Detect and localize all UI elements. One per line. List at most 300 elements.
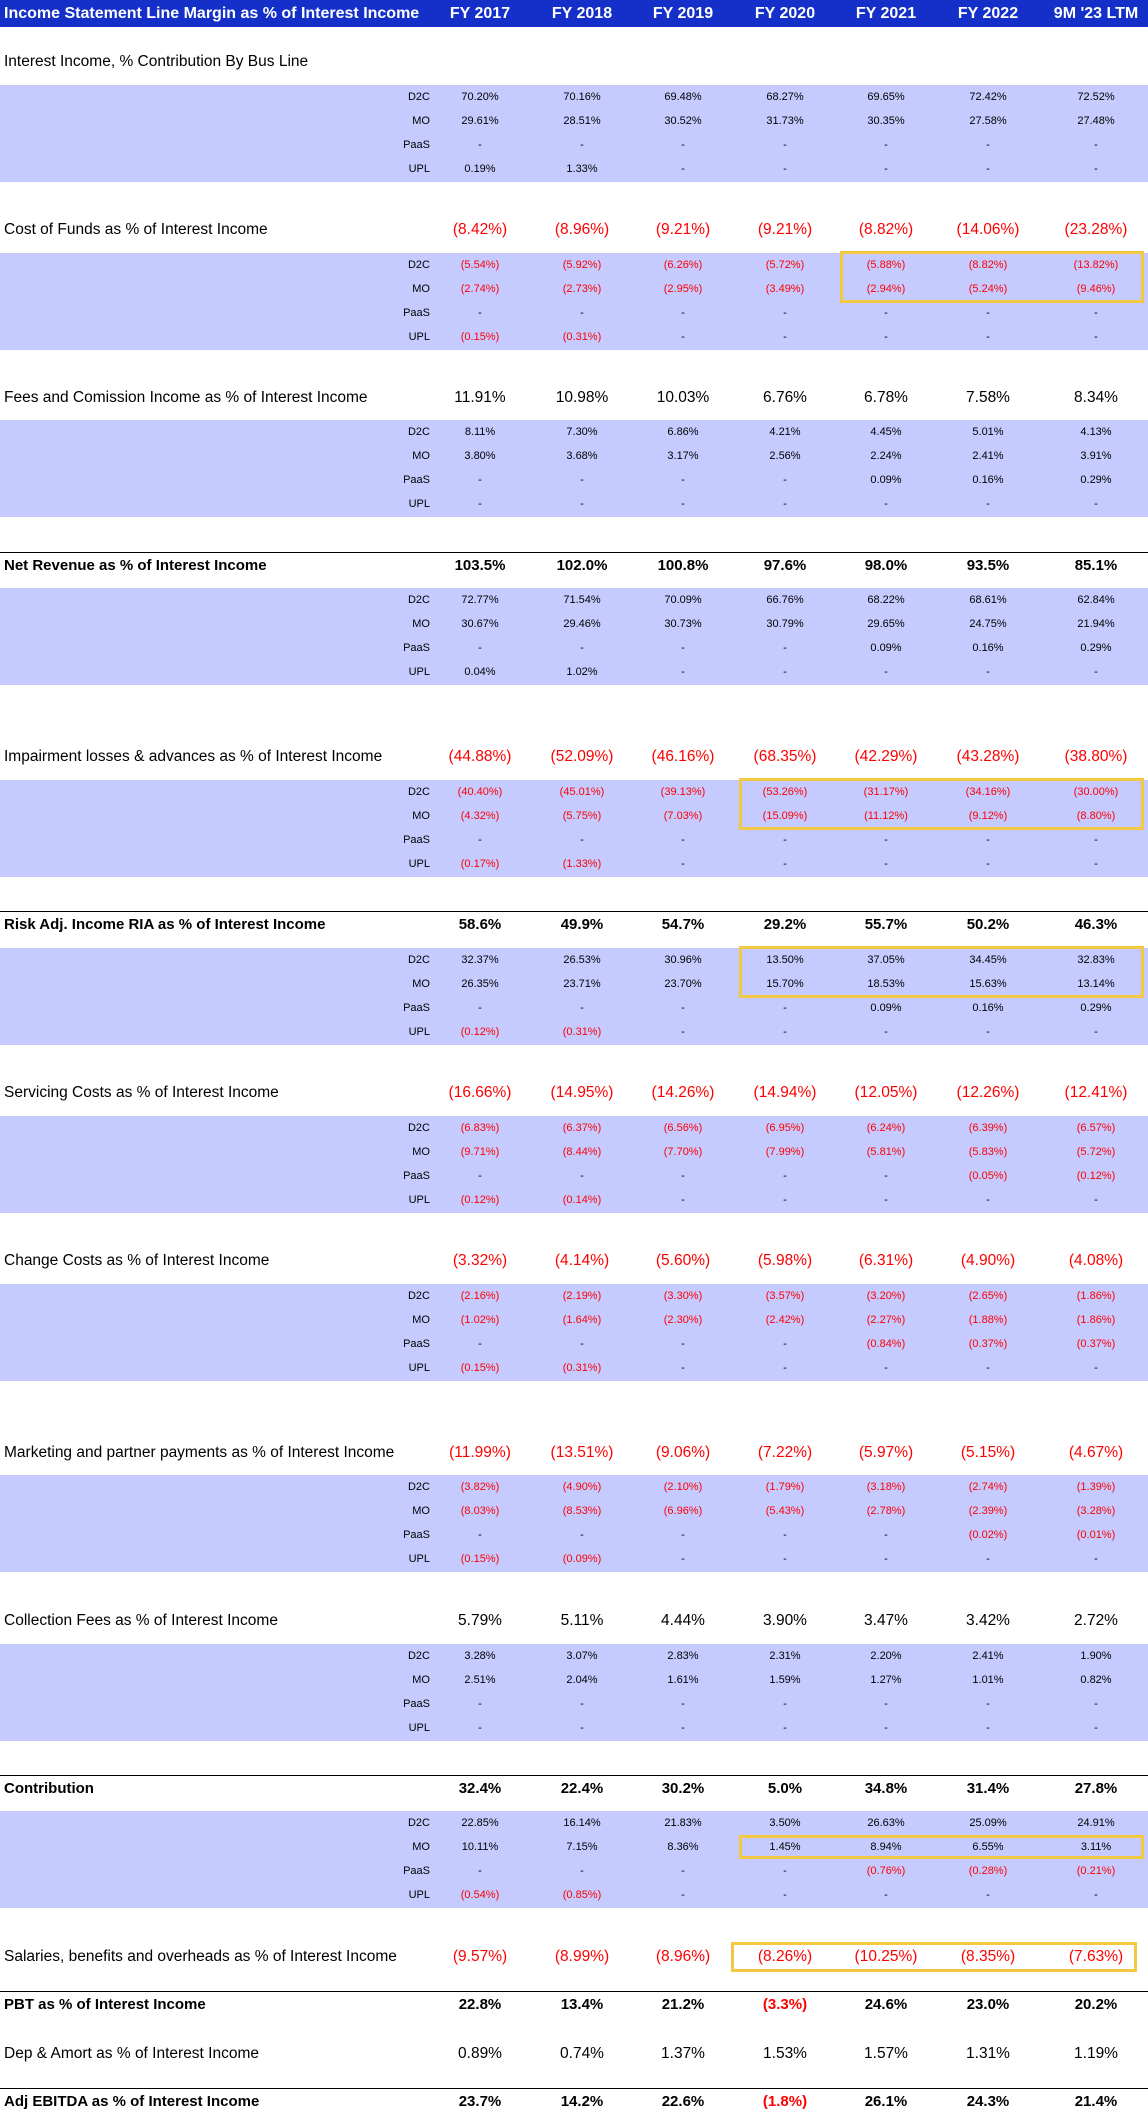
segment-value: 0.29% — [1080, 474, 1112, 486]
segment-label: PaaS — [403, 1698, 430, 1710]
line-item-value: 21.4% — [1074, 2093, 1118, 2110]
segment-value: (31.17%) — [863, 786, 909, 798]
segment-value: (5.81%) — [866, 1146, 906, 1158]
segment-value: 8.36% — [667, 1841, 699, 1853]
segment-value: - — [681, 498, 685, 510]
segment-value: - — [884, 1698, 888, 1710]
segment-value: (1.39%) — [1076, 1481, 1116, 1493]
line-item-value: 14.2% — [560, 2093, 604, 2110]
segment-value: 8.11% — [464, 426, 496, 438]
line-item-label: Fees and Comission Income as % of Interest Income — [4, 389, 368, 406]
line-item-value: (16.66%) — [448, 1084, 512, 1101]
segment-value: (3.57%) — [765, 1290, 805, 1302]
column-header: 9M '23 LTM — [1053, 5, 1139, 22]
segment-value: 62.84% — [1077, 594, 1115, 606]
segment-value: (2.78%) — [866, 1505, 906, 1517]
highlight-box — [840, 251, 1144, 303]
segment-value: 1.90% — [1080, 1650, 1112, 1662]
segment-value: - — [783, 1026, 787, 1038]
line-item-value: 93.5% — [966, 557, 1010, 574]
segment-value: 21.83% — [664, 1817, 702, 1829]
line-item-label: Net Revenue as % of Interest Income — [4, 557, 267, 574]
segment-value: 1.45% — [769, 1841, 801, 1853]
segment-label: D2C — [407, 786, 430, 798]
segment-value: (2.10%) — [663, 1481, 703, 1493]
segment-value: - — [681, 474, 685, 486]
segment-value: - — [783, 1889, 787, 1901]
segment-value: 68.61% — [969, 594, 1007, 606]
segment-value: 23.71% — [563, 978, 601, 990]
segment-value: - — [681, 163, 685, 175]
segment-value: - — [986, 1362, 990, 1374]
line-item-value: 1.37% — [661, 2045, 705, 2062]
line-item-value: (12.41%) — [1064, 1084, 1128, 1101]
segment-row — [0, 660, 1148, 684]
segment-value: 3.07% — [566, 1650, 598, 1662]
line-item-label: Marketing and partner payments as % of Interest Income — [4, 1444, 395, 1461]
segment-value: (0.17%) — [460, 858, 500, 870]
line-item-value: 1.57% — [864, 2045, 908, 2062]
segment-value: (0.85%) — [562, 1889, 602, 1901]
segment-label: MO — [412, 115, 430, 127]
row-divider — [0, 1991, 1148, 1992]
line-item-label: Collection Fees as % of Interest Income — [4, 1612, 278, 1629]
segment-value: 21.94% — [1077, 618, 1115, 630]
segment-value: 23.70% — [664, 978, 702, 990]
highlight-box — [739, 946, 1144, 998]
segment-value: - — [580, 1865, 584, 1877]
segment-value: - — [783, 1698, 787, 1710]
line-item-value: 1.31% — [966, 2045, 1010, 2062]
segment-label: PaaS — [403, 474, 430, 486]
segment-row — [0, 325, 1148, 349]
segment-value: 7.30% — [566, 426, 598, 438]
segment-value: (5.92%) — [562, 259, 602, 271]
segment-row — [0, 1499, 1148, 1523]
segment-value: 37.05% — [867, 954, 905, 966]
segment-value: - — [681, 1865, 685, 1877]
segment-label: D2C — [407, 426, 430, 438]
segment-value: 26.35% — [461, 978, 499, 990]
segment-value: (3.82%) — [460, 1481, 500, 1493]
segment-value: 0.09% — [870, 1002, 902, 1014]
line-item-value: (14.95%) — [550, 1084, 614, 1101]
segment-row — [0, 1668, 1148, 1692]
segment-value: (8.80%) — [1076, 810, 1116, 822]
line-item-value: 31.4% — [966, 1780, 1010, 1797]
segment-value: 22.85% — [461, 1817, 499, 1829]
segment-value: 2.41% — [972, 450, 1004, 462]
segment-label: MO — [412, 1505, 430, 1517]
line-item-value: 22.8% — [458, 1996, 502, 2013]
segment-label: PaaS — [403, 1529, 430, 1541]
segment-value: - — [986, 307, 990, 319]
segment-value: (6.24%) — [866, 1122, 906, 1134]
line-item-value: 0.89% — [458, 2045, 502, 2062]
segment-value: 28.51% — [563, 115, 601, 127]
segment-value: - — [478, 1338, 482, 1350]
line-item-value: (4.67%) — [1068, 1444, 1124, 1461]
segment-value: (3.28%) — [1076, 1505, 1116, 1517]
segment-value: (2.27%) — [866, 1314, 906, 1326]
segment-label: MO — [412, 1674, 430, 1686]
segment-label: UPL — [408, 163, 430, 175]
segment-value: - — [783, 1529, 787, 1541]
segment-label: MO — [412, 1314, 430, 1326]
segment-value: (8.53%) — [562, 1505, 602, 1517]
segment-value: - — [681, 1362, 685, 1374]
line-item-value: (8.42%) — [452, 221, 508, 238]
line-item-value: (8.26%) — [757, 1948, 813, 1965]
line-item-value: (4.08%) — [1068, 1252, 1124, 1269]
segment-value: - — [986, 1026, 990, 1038]
segment-value: (0.15%) — [460, 1362, 500, 1374]
line-item-row — [0, 1250, 1148, 1272]
segment-value: 7.15% — [566, 1841, 598, 1853]
segment-value: (2.73%) — [562, 283, 602, 295]
segment-value: 0.09% — [870, 474, 902, 486]
segment-value: 26.63% — [867, 1817, 905, 1829]
segment-value: - — [681, 1529, 685, 1541]
line-item-value: (43.28%) — [956, 748, 1020, 765]
segment-value: (0.28%) — [968, 1865, 1008, 1877]
segment-value: 69.65% — [867, 91, 905, 103]
segment-value: - — [783, 139, 787, 151]
segment-value: - — [1094, 331, 1098, 343]
line-item-label: Risk Adj. Income RIA as % of Interest Income — [4, 916, 326, 933]
column-header: FY 2017 — [449, 5, 511, 22]
segment-label: D2C — [407, 594, 430, 606]
line-item-row — [0, 914, 1148, 936]
segment-value: 24.91% — [1077, 1817, 1115, 1829]
segment-value: (2.74%) — [968, 1481, 1008, 1493]
segment-value: 66.76% — [766, 594, 804, 606]
segment-value: - — [478, 474, 482, 486]
segment-value: - — [783, 1338, 787, 1350]
segment-label: D2C — [407, 1650, 430, 1662]
segment-value: 29.61% — [461, 115, 499, 127]
table-header — [0, 0, 1148, 27]
segment-value: - — [884, 858, 888, 870]
segment-value: (13.82%) — [1073, 259, 1119, 271]
segment-row — [0, 1692, 1148, 1716]
segment-value: - — [884, 163, 888, 175]
line-item-row — [0, 2043, 1148, 2065]
segment-value: (8.82%) — [968, 259, 1008, 271]
segment-value: - — [884, 1722, 888, 1734]
segment-value: - — [1094, 666, 1098, 678]
line-item-label: Impairment losses & advances as % of Interest Income — [4, 748, 383, 765]
line-item-row — [0, 1082, 1148, 1104]
segment-value: (0.15%) — [460, 1553, 500, 1565]
segment-value: (0.31%) — [562, 1026, 602, 1038]
segment-row — [0, 1308, 1148, 1332]
segment-value: - — [884, 139, 888, 151]
segment-value: - — [884, 498, 888, 510]
segment-value: 70.16% — [563, 91, 601, 103]
segment-value: - — [986, 1553, 990, 1565]
segment-value: - — [681, 307, 685, 319]
line-item-label: Contribution — [4, 1780, 94, 1797]
segment-value: (2.19%) — [562, 1290, 602, 1302]
segment-label: PaaS — [403, 307, 430, 319]
segment-value: - — [986, 1722, 990, 1734]
segment-value: - — [884, 1194, 888, 1206]
segment-label: MO — [412, 1841, 430, 1853]
segment-value: - — [1094, 1698, 1098, 1710]
segment-value: 15.63% — [969, 978, 1007, 990]
line-item-label: Adj EBITDA as % of Interest Income — [4, 2093, 260, 2110]
segment-label: MO — [412, 450, 430, 462]
segment-value: (0.54%) — [460, 1889, 500, 1901]
segment-value: (5.88%) — [866, 259, 906, 271]
segment-value: (0.14%) — [562, 1194, 602, 1206]
highlight-box — [739, 1835, 1144, 1859]
segment-row — [0, 1140, 1148, 1164]
segment-value: 2.51% — [464, 1674, 496, 1686]
line-item-value: 34.8% — [864, 1780, 908, 1797]
line-item-value: 23.7% — [458, 2093, 502, 2110]
line-item-value: (14.94%) — [753, 1084, 817, 1101]
segment-value: 13.50% — [766, 954, 804, 966]
line-item-row — [0, 1778, 1148, 1800]
segment-value: 0.09% — [870, 642, 902, 654]
segment-value: - — [1094, 1362, 1098, 1374]
segment-value: - — [783, 331, 787, 343]
segment-value: - — [681, 858, 685, 870]
line-item-value: 3.90% — [763, 1612, 807, 1629]
segment-value: (5.83%) — [968, 1146, 1008, 1158]
line-item-value: 85.1% — [1074, 557, 1118, 574]
segment-value: (6.96%) — [663, 1505, 703, 1517]
segment-value: - — [783, 858, 787, 870]
segment-value: 27.58% — [969, 115, 1007, 127]
line-item-value: 103.5% — [454, 557, 506, 574]
segment-label: UPL — [408, 1194, 430, 1206]
segment-row — [0, 1811, 1148, 1835]
segment-label: UPL — [408, 1889, 430, 1901]
line-item-value: 7.58% — [966, 389, 1010, 406]
segment-value: - — [986, 331, 990, 343]
line-item-value: 1.53% — [763, 2045, 807, 2062]
segment-value: (0.76%) — [866, 1865, 906, 1877]
segment-value: - — [580, 1170, 584, 1182]
segment-value: - — [681, 642, 685, 654]
segment-value: - — [884, 1026, 888, 1038]
line-item-value: (11.99%) — [449, 1444, 511, 1461]
segment-value: 30.96% — [664, 954, 702, 966]
segment-value: - — [478, 1170, 482, 1182]
segment-value: - — [884, 1362, 888, 1374]
segment-value: 1.33% — [566, 163, 598, 175]
segment-value: 0.82% — [1080, 1674, 1112, 1686]
segment-label: D2C — [407, 1122, 430, 1134]
segment-value: - — [986, 858, 990, 870]
segment-value: 27.48% — [1077, 115, 1115, 127]
segment-value: (2.16%) — [460, 1290, 500, 1302]
line-item-value: (9.21%) — [655, 221, 711, 238]
segment-value: 30.67% — [461, 618, 499, 630]
line-item-value: 55.7% — [864, 916, 908, 933]
line-item-value: 22.4% — [560, 1780, 604, 1797]
segment-value: 24.75% — [969, 618, 1007, 630]
segment-row — [0, 1284, 1148, 1308]
segment-row — [0, 612, 1148, 636]
segment-value: - — [783, 666, 787, 678]
segment-value: 68.22% — [867, 594, 905, 606]
line-item-value: (68.35%) — [753, 748, 817, 765]
segment-value: (2.65%) — [968, 1290, 1008, 1302]
line-item-value: 13.4% — [560, 1996, 604, 2013]
segment-label: PaaS — [403, 139, 430, 151]
line-item-value: (8.96%) — [655, 1948, 711, 1965]
line-item-row — [0, 1994, 1148, 2016]
segment-value: - — [681, 331, 685, 343]
segment-value: (0.02%) — [968, 1529, 1008, 1541]
segment-label: PaaS — [403, 1002, 430, 1014]
segment-row — [0, 1475, 1148, 1499]
segment-row — [0, 636, 1148, 660]
segment-row — [0, 1644, 1148, 1668]
segment-value: (0.37%) — [968, 1338, 1008, 1350]
segment-value: - — [478, 1865, 482, 1877]
segment-value: - — [478, 834, 482, 846]
segment-value: - — [478, 1698, 482, 1710]
segment-value: (0.31%) — [562, 1362, 602, 1374]
line-item-value: 100.8% — [657, 557, 709, 574]
segment-value: (6.39%) — [968, 1122, 1008, 1134]
segment-value: (9.71%) — [460, 1146, 500, 1158]
segment-value: 68.27% — [766, 91, 804, 103]
line-item-value: 10.98% — [555, 389, 609, 406]
line-item-value: (8.96%) — [554, 221, 610, 238]
line-item-row — [0, 1442, 1148, 1464]
segment-row — [0, 85, 1148, 109]
highlight-box — [739, 778, 1144, 830]
line-item-value: 23.0% — [966, 1996, 1010, 2013]
line-item-value: (8.35%) — [960, 1948, 1016, 1965]
segment-value: - — [478, 498, 482, 510]
line-item-value: 46.3% — [1074, 916, 1118, 933]
segment-label: D2C — [407, 1481, 430, 1493]
line-item-value: 21.2% — [661, 1996, 705, 2013]
table-title: Income Statement Line Margin as % of Interest Income — [4, 5, 420, 22]
line-item-value: 29.2% — [763, 916, 807, 933]
segment-value: - — [681, 1026, 685, 1038]
line-item-row — [0, 2091, 1148, 2113]
segment-value: - — [986, 834, 990, 846]
segment-value: (1.33%) — [562, 858, 602, 870]
segment-value: 5.01% — [972, 426, 1004, 438]
line-item-value: (1.8%) — [762, 2093, 808, 2110]
line-item-value: (3.3%) — [762, 1996, 808, 2013]
segment-value: 30.35% — [867, 115, 905, 127]
segment-value: - — [681, 1002, 685, 1014]
segment-value: 1.02% — [566, 666, 598, 678]
line-item-label: Dep & Amort as % of Interest Income — [4, 2045, 260, 2062]
segment-value: (11.12%) — [864, 810, 908, 822]
segment-value: 16.14% — [563, 1817, 601, 1829]
segment-label: MO — [412, 978, 430, 990]
segment-value: (1.86%) — [1076, 1290, 1116, 1302]
segment-value: - — [986, 666, 990, 678]
line-item-value: (46.16%) — [651, 748, 715, 765]
segment-value: 2.04% — [566, 1674, 598, 1686]
line-item-value: 11.91% — [454, 389, 506, 406]
segment-value: - — [580, 1338, 584, 1350]
segment-value: 4.13% — [1080, 426, 1112, 438]
segment-value: 1.59% — [769, 1674, 801, 1686]
segment-value: 0.16% — [972, 642, 1004, 654]
segment-value: - — [478, 1529, 482, 1541]
line-item-value: (9.57%) — [452, 1948, 508, 1965]
segment-row — [0, 1332, 1148, 1356]
line-item-value: 26.1% — [864, 2093, 908, 2110]
line-item-value: (3.32%) — [452, 1252, 508, 1269]
segment-value: 30.73% — [664, 618, 702, 630]
line-item-value: 24.3% — [966, 2093, 1010, 2110]
line-item-row — [0, 1610, 1148, 1632]
segment-value: - — [580, 498, 584, 510]
line-item-value: 97.6% — [763, 557, 807, 574]
segment-value: - — [478, 642, 482, 654]
line-item-value: (9.21%) — [757, 221, 813, 238]
segment-value: 34.45% — [969, 954, 1007, 966]
segment-value: - — [783, 1865, 787, 1877]
segment-row — [0, 1356, 1148, 1380]
segment-row — [0, 1859, 1148, 1883]
segment-value: - — [681, 666, 685, 678]
segment-row — [0, 1716, 1148, 1740]
segment-value: - — [1094, 1026, 1098, 1038]
segment-value: (3.20%) — [866, 1290, 906, 1302]
segment-value: (5.75%) — [562, 810, 602, 822]
line-item-value: (5.97%) — [858, 1444, 914, 1461]
line-item-label: Change Costs as % of Interest Income — [4, 1252, 270, 1269]
line-item-value: 50.2% — [966, 916, 1010, 933]
segment-value: (3.49%) — [765, 283, 805, 295]
segment-value: - — [783, 642, 787, 654]
line-item-value: 6.78% — [864, 389, 908, 406]
segment-value: 29.65% — [867, 618, 905, 630]
row-divider — [0, 552, 1148, 553]
segment-label: MO — [412, 283, 430, 295]
column-header: FY 2018 — [551, 5, 613, 22]
segment-label: PaaS — [403, 1865, 430, 1877]
segment-value: (4.32%) — [460, 810, 500, 822]
line-item-value: (7.63%) — [1068, 1948, 1124, 1965]
line-item-value: (23.28%) — [1064, 221, 1128, 238]
segment-value: - — [580, 1722, 584, 1734]
segment-label: D2C — [407, 1290, 430, 1302]
segment-label: MO — [412, 618, 430, 630]
segment-value: - — [681, 1889, 685, 1901]
segment-value: (3.30%) — [663, 1290, 703, 1302]
segment-value: 0.16% — [972, 1002, 1004, 1014]
line-item-value: 98.0% — [864, 557, 908, 574]
segment-value: 0.29% — [1080, 642, 1112, 654]
segment-value: 71.54% — [563, 594, 601, 606]
segment-value: (9.12%) — [968, 810, 1008, 822]
line-item-value: 1.19% — [1074, 2045, 1118, 2062]
line-item-value: (12.26%) — [956, 1084, 1020, 1101]
segment-value: 1.27% — [870, 1674, 902, 1686]
segment-label: UPL — [408, 1722, 430, 1734]
segment-value: 2.31% — [769, 1650, 801, 1662]
segment-row — [0, 1020, 1148, 1044]
segment-value: 2.83% — [667, 1650, 699, 1662]
segment-label: PaaS — [403, 1170, 430, 1182]
